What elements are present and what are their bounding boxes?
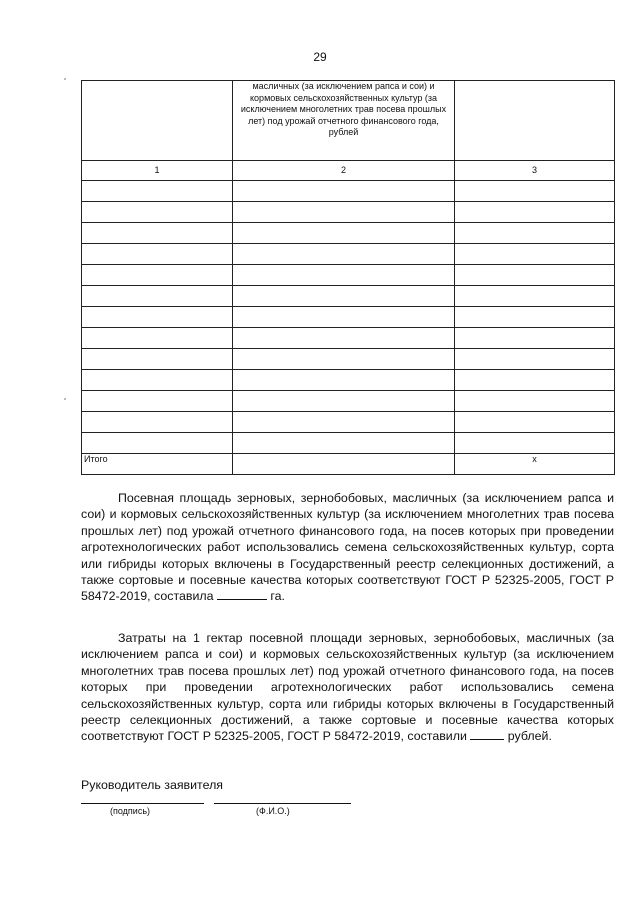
table-row xyxy=(82,328,615,349)
column-number: 3 xyxy=(455,161,615,181)
table-cell[interactable] xyxy=(82,307,233,328)
table-cell[interactable] xyxy=(455,328,615,349)
table-cell[interactable] xyxy=(233,265,455,286)
sown-area-unit: га. xyxy=(270,589,286,604)
signature-caption: (подпись) xyxy=(110,806,151,816)
table-cell[interactable] xyxy=(233,433,455,454)
table-cell[interactable] xyxy=(233,328,455,349)
total-value-cell[interactable] xyxy=(233,454,455,475)
table-cell[interactable] xyxy=(455,265,615,286)
table-cell[interactable] xyxy=(82,391,233,412)
cost-text: Затраты на 1 гектар посевной площади зерновых, зернобобовых, масличных (за исключением рапса и сои) и кормовых сельскохозяйственных культур (за исключением многолетних трав посева прошлых лет) под урожай отчетного финансового года, на посев которых при проведении агротехнологических работ использовались семена сельскохозяйственных культур, сорта или гибриды которых включены в Государственный реестр селекционных достижений, а также сортовые и посевные качества которых соответствуют ГОСТ Р 52325-2005, ГОСТ Р 58472-2019, составили xyxy=(81,631,614,744)
table-cell[interactable] xyxy=(82,412,233,433)
column-number: 2 xyxy=(233,161,455,181)
table-cell[interactable] xyxy=(455,286,615,307)
cost-paragraph xyxy=(81,630,614,745)
table-cell[interactable] xyxy=(233,349,455,370)
table-cell[interactable] xyxy=(82,286,233,307)
table-row xyxy=(82,223,615,244)
margin-mark xyxy=(64,78,66,80)
total-label: Итого xyxy=(82,454,233,475)
table-cell[interactable] xyxy=(233,370,455,391)
table-cell[interactable] xyxy=(82,433,233,454)
table-cell[interactable] xyxy=(455,412,615,433)
name-caption: (Ф.И.О.) xyxy=(256,806,290,816)
table-cell[interactable] xyxy=(82,244,233,265)
table-cell[interactable] xyxy=(455,223,615,244)
header-cell-1 xyxy=(82,81,233,161)
sown-area-blank[interactable] xyxy=(217,589,267,600)
header-cell-3 xyxy=(455,81,615,161)
table-row xyxy=(82,433,615,454)
column-number: 1 xyxy=(82,161,233,181)
table-row xyxy=(82,181,615,202)
table-cell[interactable] xyxy=(455,349,615,370)
table-cell[interactable] xyxy=(455,202,615,223)
signer-title: Руководитель заявителя xyxy=(81,778,224,792)
table-cell[interactable] xyxy=(455,391,615,412)
header-cell-2: масличных (за исключением рапса и сои) и кормовых сельскохозяйственных культур (за исключением многолетних трав посева прошлых лет) под урожай отчетного финансового года, рублей xyxy=(233,81,455,161)
table-cell[interactable] xyxy=(233,412,455,433)
table-row xyxy=(82,349,615,370)
table-cell[interactable] xyxy=(82,349,233,370)
table-cell[interactable] xyxy=(455,244,615,265)
cost-blank[interactable] xyxy=(470,729,504,740)
table-row xyxy=(82,265,615,286)
cost-unit: рублей. xyxy=(507,729,552,744)
table-row xyxy=(82,286,615,307)
table-row xyxy=(82,244,615,265)
name-line[interactable] xyxy=(214,803,351,804)
table-cell[interactable] xyxy=(233,286,455,307)
table-row xyxy=(82,412,615,433)
margin-mark xyxy=(64,398,66,400)
table-cell[interactable] xyxy=(233,391,455,412)
sown-area-paragraph xyxy=(81,490,614,605)
table-cell[interactable] xyxy=(82,181,233,202)
table-cell[interactable] xyxy=(82,370,233,391)
table-row xyxy=(82,391,615,412)
table-row xyxy=(82,370,615,391)
table-cell[interactable] xyxy=(82,223,233,244)
table-cell[interactable] xyxy=(233,307,455,328)
table-row xyxy=(82,307,615,328)
signature-line[interactable] xyxy=(81,803,204,804)
column-number-row xyxy=(82,161,615,181)
table-cell[interactable] xyxy=(233,181,455,202)
sown-area-text: Посевная площадь зерновых, зернобобовых, масличных (за исключением рапса и сои) и кормовых сельскохозяйственных культур (за исключением многолетних трав посева прошлых лет) под урожай отчетного финансового года, на посев которых при проведении агротехнологических работ использовались семена сельскохозяйственных культур, сорта или гибриды которых включены в Государственный реестр селекционных достижений, а также сортовые и посевные качества которых соответствуют ГОСТ Р 52325-2005, ГОСТ Р 58472-2019, составила xyxy=(81,491,614,604)
report-table xyxy=(81,80,615,475)
table-cell[interactable] xyxy=(233,244,455,265)
table-cell[interactable] xyxy=(233,202,455,223)
table-cell[interactable] xyxy=(455,181,615,202)
table-cell[interactable] xyxy=(455,433,615,454)
table-cell[interactable] xyxy=(455,370,615,391)
table-header-row xyxy=(82,81,615,161)
total-row xyxy=(82,454,615,475)
table-cell[interactable] xyxy=(455,307,615,328)
table-cell[interactable] xyxy=(82,328,233,349)
table-cell[interactable] xyxy=(82,202,233,223)
total-x-mark: х xyxy=(455,454,615,475)
table-row xyxy=(82,202,615,223)
table-cell[interactable] xyxy=(82,265,233,286)
page-number: 29 xyxy=(313,50,327,64)
table-cell[interactable] xyxy=(233,223,455,244)
